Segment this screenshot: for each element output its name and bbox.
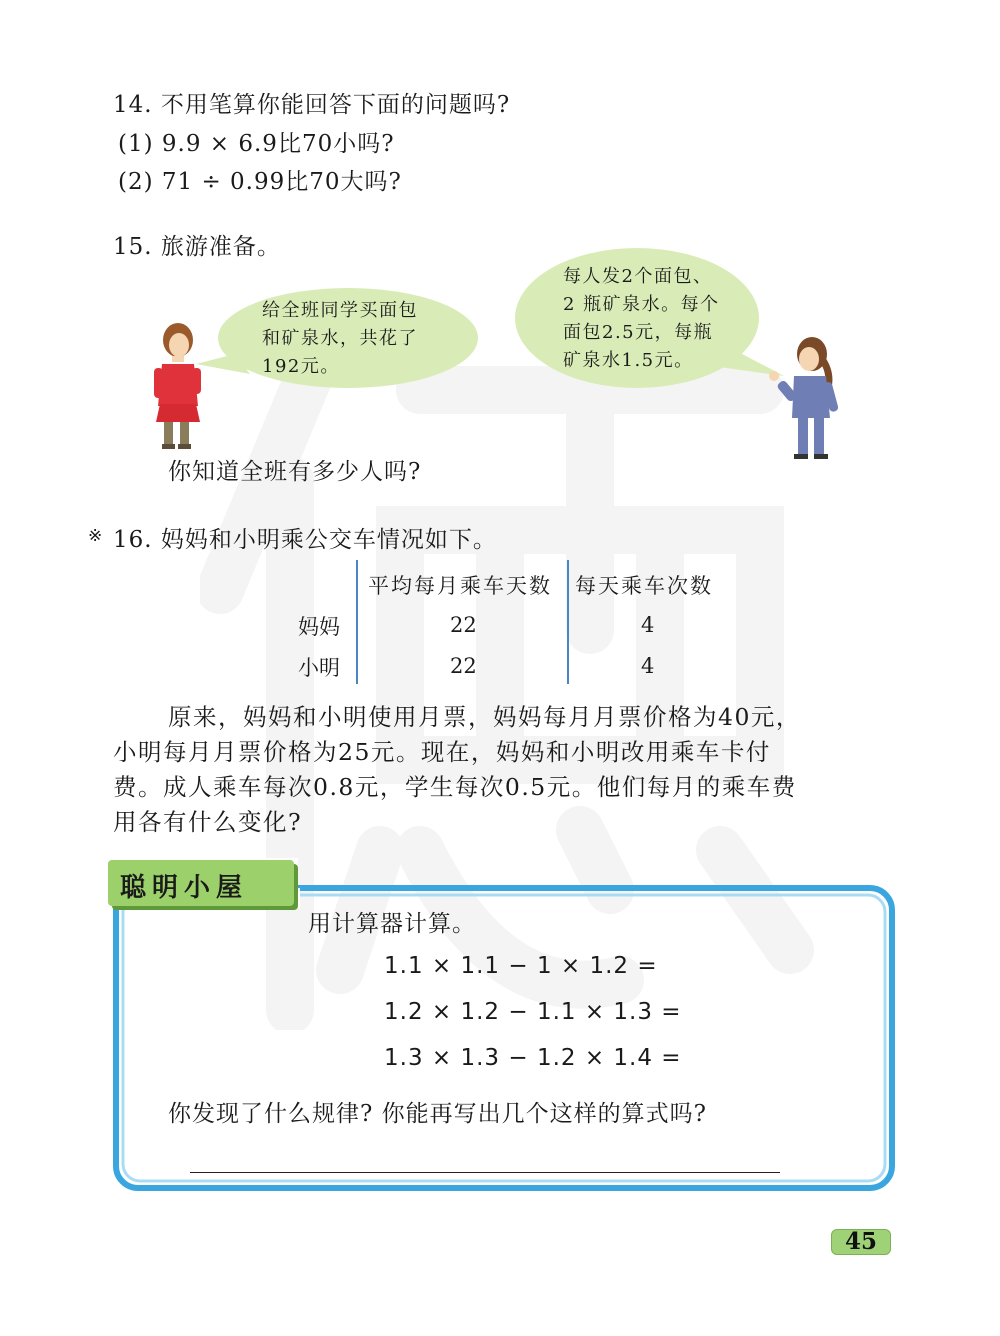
problem-16-paragraph-line: 小明每月月票价格为25元。现在，妈妈和小明改用乘车卡付 bbox=[113, 738, 771, 766]
bubble-left-line: 和矿泉水，共花了 bbox=[262, 328, 418, 349]
reference-mark: ※ bbox=[88, 526, 103, 546]
smart-corner-tab-label: 聪明小屋 bbox=[120, 873, 249, 903]
table-row-name: 小明 bbox=[298, 656, 340, 680]
table-cell-times: 4 bbox=[641, 613, 655, 637]
girl-illustration bbox=[148, 318, 208, 450]
smart-corner-instruction: 用计算器计算。 bbox=[308, 911, 476, 937]
bubble-right-text bbox=[563, 263, 720, 375]
page-number: 45 bbox=[844, 1228, 877, 1255]
problem-14-title: 14. 不用笔算你能回答下面的问题吗? bbox=[113, 92, 511, 118]
teacher-illustration bbox=[762, 334, 852, 464]
problem-14-question-2: (2) 71 ÷ 0.99比70大吗? bbox=[118, 169, 402, 195]
table-divider-right bbox=[567, 560, 569, 684]
problem-16-paragraph-line: 原来，妈妈和小明使用月票，妈妈每月月票价格为40元， bbox=[168, 703, 801, 731]
bubble-left-line: 192元。 bbox=[262, 356, 340, 377]
formula-3: 1.3 × 1.3 − 1.2 × 1.4 = bbox=[384, 1045, 682, 1071]
table-cell-days: 22 bbox=[450, 654, 477, 678]
table-header-times: 每天乘车次数 bbox=[575, 574, 713, 598]
table-header-days: 平均每月乘车天数 bbox=[368, 574, 552, 598]
problem-15-question: 你知道全班有多少人吗? bbox=[168, 459, 422, 485]
table-row-name: 妈妈 bbox=[298, 615, 340, 639]
problem-15-title: 15. 旅游准备。 bbox=[113, 234, 281, 260]
problem-16-paragraph-line: 费。成人乘车每次0.8元，学生每次0.5元。他们每月的乘车费 bbox=[113, 773, 797, 801]
smart-corner-question: 你发现了什么规律? 你能再写出几个这样的算式吗? bbox=[168, 1101, 707, 1127]
bubble-left-text bbox=[262, 297, 418, 381]
bubble-right-line: 每人发2个面包、 bbox=[563, 266, 713, 287]
formula-2: 1.2 × 1.2 − 1.1 × 1.3 = bbox=[384, 999, 682, 1025]
table-cell-days: 22 bbox=[450, 613, 477, 637]
problem-16-title: 16. 妈妈和小明乘公交车情况如下。 bbox=[113, 527, 497, 553]
bubble-right-line: 面包2.5元，每瓶 bbox=[563, 322, 714, 343]
table-cell-times: 4 bbox=[641, 654, 655, 678]
problem-16-paragraph-line: 用各有什么变化? bbox=[113, 808, 303, 836]
answer-line bbox=[190, 1172, 780, 1173]
problem-14-question-1: (1) 9.9 × 6.9比70小吗? bbox=[118, 131, 395, 157]
bubble-right-line: 2 瓶矿泉水。每个 bbox=[563, 294, 720, 315]
smart-corner-box bbox=[108, 858, 898, 1194]
formula-1: 1.1 × 1.1 − 1 × 1.2 = bbox=[384, 953, 658, 979]
table-divider-left bbox=[356, 560, 358, 684]
bubble-right-line: 矿泉水1.5元。 bbox=[563, 350, 694, 371]
bubble-left-line: 给全班同学买面包 bbox=[262, 300, 418, 321]
